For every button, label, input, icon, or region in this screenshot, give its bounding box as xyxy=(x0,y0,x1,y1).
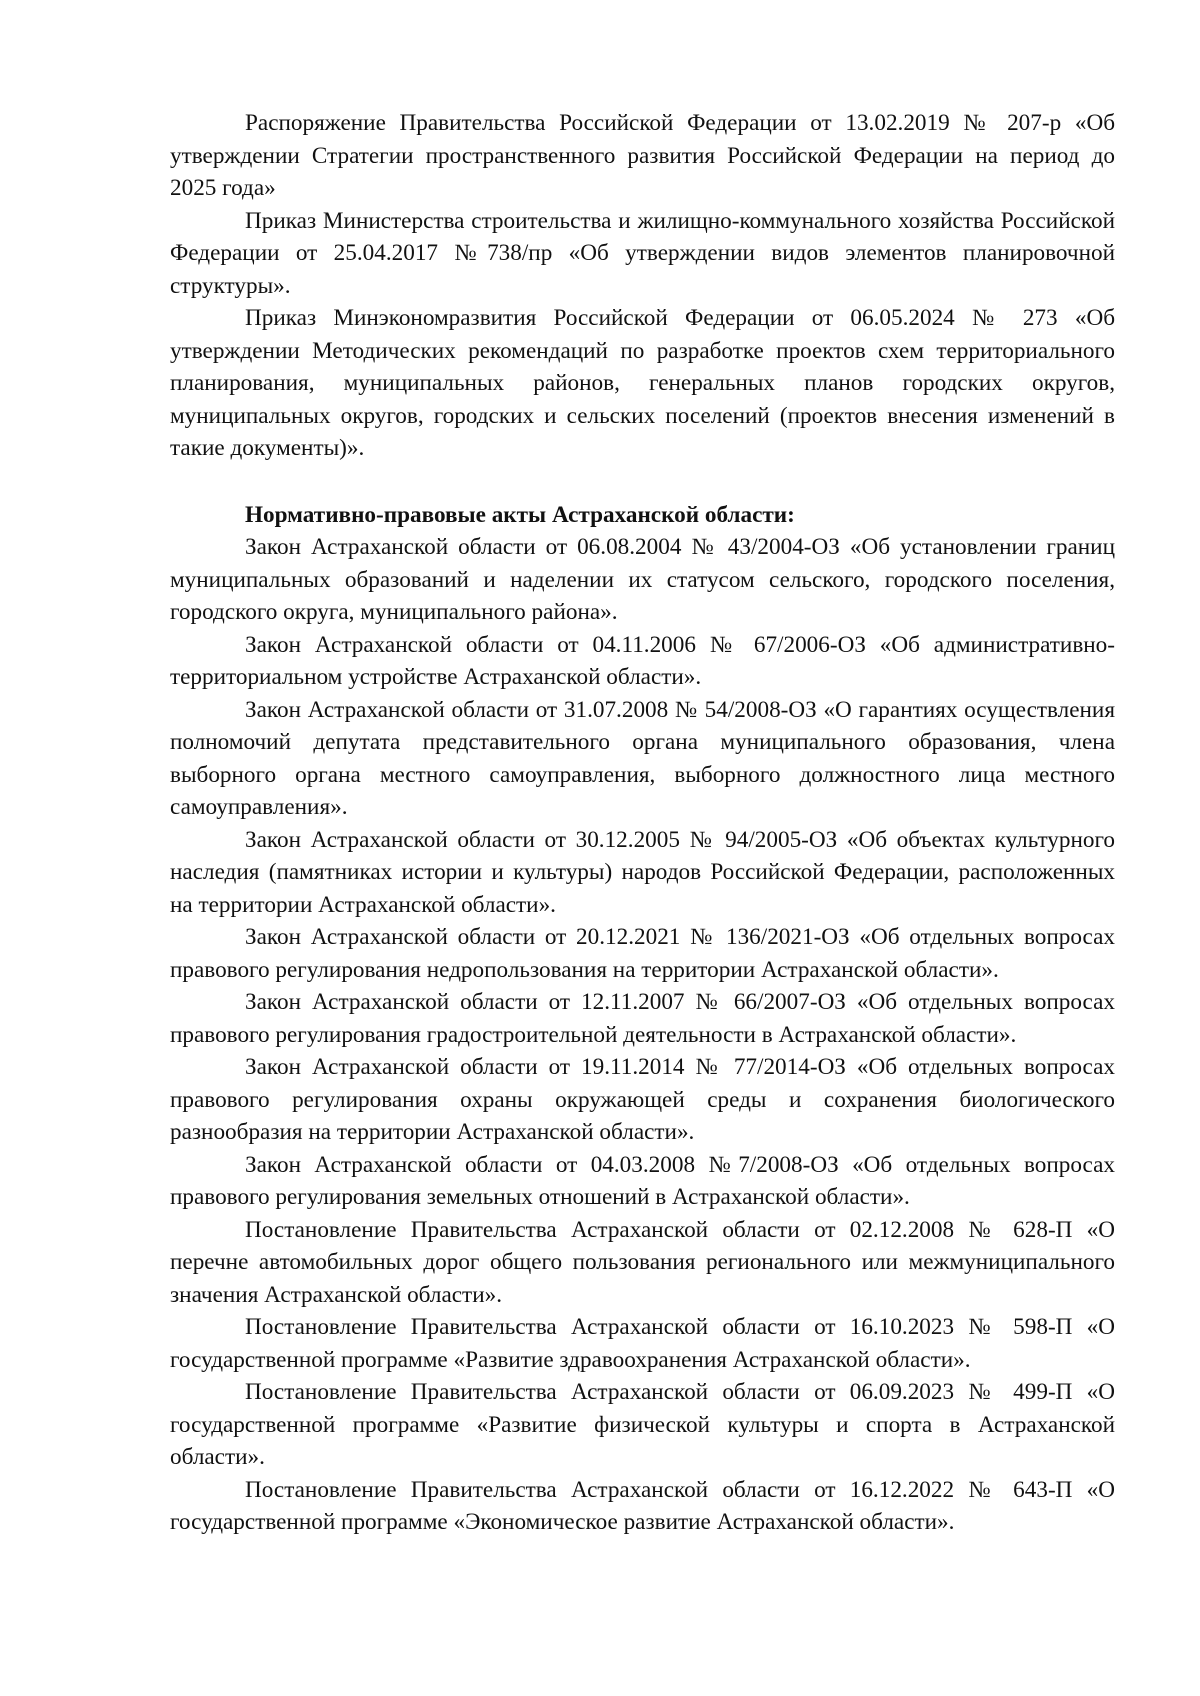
federal-act-paragraph: Распоряжение Правительства Российской Федерации от 13.02.2019 № 207-р «Об утверждении Стратегии пространственного развития Российской Федерации на период до 2025 года» xyxy=(170,110,1115,201)
regional-act-paragraph: Закон Астраханской области от 04.11.2006 № 67/2006-ОЗ «Об административно-территориальном устройстве Астраханской области». xyxy=(170,631,1115,690)
regional-acts-heading: Нормативно-правовые акты Астраханской области: xyxy=(245,501,795,528)
regional-act-paragraph: Постановление Правительства Астраханской области от 02.12.2008 № 628-П «О перечне автомобильных дорог общего пользования регионального или межмуниципального значения Астраханской области». xyxy=(170,1216,1115,1308)
regional-act-paragraph: Постановление Правительства Астраханской области от 16.12.2022 № 643-П «О государственной программе «Экономическое развитие Астраханской области». xyxy=(170,1476,1115,1535)
federal-act-paragraph: Приказ Минэкономразвития Российской Федерации от 06.05.2024 № 273 «Об утверждении Методических рекомендаций по разработке проектов схем территориального планирования, муниципальных районов, генеральных планов городских округов, муниципальных округов, городских и сельских поселений (проектов внесения изменений в такие документы)». xyxy=(170,305,1115,461)
regional-act-paragraph: Закон Астраханской области от 04.03.2008 №7/2008-ОЗ «Об отдельных вопросах правового регулирования земельных отношений в Астраханской области». xyxy=(170,1151,1115,1210)
regional-act-paragraph: Постановление Правительства Астраханской области от 06.09.2023 № 499-П «О государственной программе «Развитие физической культуры и спорта в Астраханской области». xyxy=(170,1379,1115,1470)
regional-act-paragraph: Закон Астраханской области от 19.11.2014 № 77/2014-ОЗ «Об отдельных вопросах правового регулирования охраны окружающей среды и сохранения биологического разнообразия на территории Астраханской области». xyxy=(170,1054,1115,1145)
regional-act-paragraph: Закон Астраханской области от 06.08.2004 № 43/2004-ОЗ «Об установлении границ муниципальных образований и наделении их статусом сельского, городского поселения, городского округа, муниципального района». xyxy=(170,534,1115,625)
regional-act-paragraph: Закон Астраханской области от 30.12.2005 № 94/2005-ОЗ «Об объектах культурного наследия (памятниках истории и культуры) народов Российской Федерации, расположенных на территории Астраханской области». xyxy=(170,826,1115,918)
document-body xyxy=(170,107,1115,1539)
regional-act-paragraph: Закон Астраханской области от 31.07.2008 № 54/2008-ОЗ «О гарантиях осуществления полномочий депутата представительного органа муниципального образования, члена выборного органа местного самоуправления, выборного должностного лица местного самоуправления». xyxy=(170,696,1115,820)
regional-act-paragraph: Постановление Правительства Астраханской области от 16.10.2023 № 598-П «О государственной программе «Развитие здравоохранения Астраханской области». xyxy=(170,1314,1115,1373)
regional-act-paragraph: Закон Астраханской области от 20.12.2021 № 136/2021-ОЗ «Об отдельных вопросах правового регулирования недропользования на территории Астраханской области». xyxy=(170,924,1115,983)
federal-act-paragraph: Приказ Министерства строительства и жилищно-коммунального хозяйства Российской Федерации от 25.04.2017 №738/пр «Об утверждении видов элементов планировочной структуры». xyxy=(170,207,1115,299)
regional-act-paragraph: Закон Астраханской области от 12.11.2007 № 66/2007-ОЗ «Об отдельных вопросах правового регулирования градостроительной деятельности в Астраханской области». xyxy=(170,989,1115,1048)
